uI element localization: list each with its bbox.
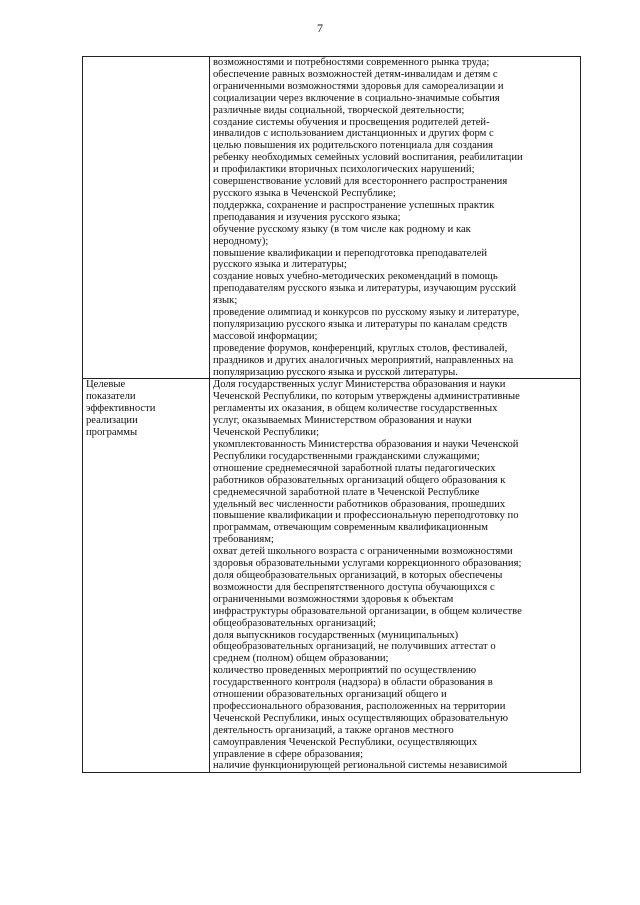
row-text-cell [210, 379, 581, 773]
text-line: Доля государственных услуг Министерства образования и науки [213, 379, 506, 391]
text-line: различные виды социальной, творческой деятельности; [213, 104, 465, 116]
text-line: популяризацию русского языка и русской литературы. [213, 366, 458, 378]
row-text-cell [210, 57, 581, 379]
table-row [83, 379, 581, 773]
page-number: 7 [317, 21, 323, 35]
text-line: инвалидов с использованием дистанционных и других форм с [213, 128, 494, 140]
row-label-cell [83, 57, 210, 379]
text-line: проведение олимпиад и конкурсов по русскому языку и литературе, [213, 307, 520, 319]
label-line: реализации [86, 415, 138, 427]
text-line: создание системы обучения и просвещения родителей детей- [213, 116, 490, 128]
text-line: и профилактики вторичных психологических нарушений; [213, 164, 475, 176]
text-line: работников образовательных организаций общего образования к [213, 474, 506, 486]
text-line: преподавателям русского языка и литературы, изучающим русский [213, 283, 517, 295]
text-line: услуг, оказываемых Министерством образования и науки [213, 415, 472, 427]
text-line: отношении образовательных организаций общего и [213, 689, 447, 701]
text-line: государственного контроля (надзора) в области образования в [213, 677, 493, 689]
text-line: среднем (полном) общем образовании; [213, 653, 389, 665]
text-line: проведение форумов, конференций, круглых столов, фестивалей, [213, 342, 508, 354]
label-line: эффективности [86, 403, 156, 415]
text-line: удельный вес численности работников образования, прошедших [213, 498, 506, 510]
text-line: самоуправления Чеченской Республики, осуществляющих [213, 736, 478, 748]
text-line: социализации через включение в социально-значимые события [213, 92, 500, 104]
text-line: создание новых учебно-методических рекомендаций в помощь [213, 271, 498, 283]
text-line: ограниченными возможностями здоровья к объектам [213, 593, 454, 605]
text-line: ребенку необходимых семейных условий воспитания, реабилитации [213, 152, 523, 164]
text-line: русского языка и литературы; [213, 259, 347, 271]
text-line: возможностями и потребностями современного рынка труда; [213, 57, 490, 68]
text-line: общеобразовательных организаций; [213, 617, 376, 629]
text-line: деятельность организаций, а также органов местного [213, 724, 454, 736]
text-line: обеспечение равных возможностей детям-инвалидам и детям с [213, 68, 498, 80]
text-line: среднемесячной заработной плате в Чеченской Республике [213, 486, 480, 498]
text-line: совершенствование условий для всестороннего распространения [213, 176, 508, 188]
text-line: обучение русскому языку (в том числе как родному и как [213, 223, 471, 235]
text-line: неродному); [213, 235, 269, 247]
text-line: наличие функционирующей региональной системы независимой [213, 760, 508, 772]
text-line: ограниченными возможностями здоровья для самореализации и [213, 80, 504, 92]
text-line: укомплектованность Министерства образования и науки Чеченской [213, 439, 519, 450]
row-label-cell [83, 379, 210, 773]
text-line: программам, отвечающим современным квалификационным [213, 522, 488, 534]
text-line: популяризацию русского языка и литературы по каналам средств [213, 318, 508, 330]
text-line: повышение квалификации и профессиональную переподготовку по [213, 510, 519, 522]
text-line: повышение квалификации и переподготовка преподавателей [213, 247, 488, 259]
text-line: доля общеобразовательных организаций, в которых обеспечены [213, 569, 503, 581]
text-line: преподавания и изучения русского языка; [213, 211, 401, 223]
text-line: Чеченской Республики, по которым утверждены административные [213, 391, 520, 403]
text-line: возможности для беспрепятственного доступа обучающихся с [213, 581, 495, 593]
text-line: охват детей школьного возраста с ограниченными возможностями [213, 546, 513, 558]
text-line: требованиям; [213, 534, 274, 546]
text-line: инфраструктуры образовательной организации, в общем количестве [213, 605, 522, 617]
text-line: количество проведенных мероприятий по осуществлению [213, 665, 477, 677]
text-line: доля выпускников государственных (муниципальных) [213, 629, 459, 641]
table-row [83, 57, 581, 379]
text-line: язык; [213, 295, 238, 307]
program-table [82, 56, 581, 773]
text-line: целью повышения их родительского потенциала для создания [213, 140, 493, 152]
label-line: показатели [86, 391, 136, 403]
text-line: регламенты их оказания, в общем количестве государственных [213, 403, 498, 415]
text-line: Республики государственными гражданскими служащими; [213, 450, 480, 462]
text-line: здоровья образовательными услугами коррекционного образования; [213, 558, 522, 570]
text-line: общеобразовательных организаций, не получивших аттестат о [213, 641, 496, 653]
text-line: отношение среднемесячной заработной платы педагогических [213, 462, 496, 474]
text-line: профессионального образования, расположенных на территории [213, 700, 506, 712]
text-line: Чеченской Республики; [213, 427, 320, 439]
text-line: праздников и других аналогичных мероприятий, направленных на [213, 354, 514, 366]
text-line: массовой информации; [213, 330, 318, 342]
label-line: Целевые [86, 379, 126, 391]
text-line: управление в сфере образования; [213, 748, 364, 760]
text-line: русского языка в Чеченской Республике; [213, 187, 396, 199]
label-line: программы [86, 427, 138, 439]
text-line: Чеченской Республики, иных осуществляющих образовательную [213, 712, 509, 724]
text-line: поддержка, сохранение и распространение успешных практик [213, 199, 495, 211]
